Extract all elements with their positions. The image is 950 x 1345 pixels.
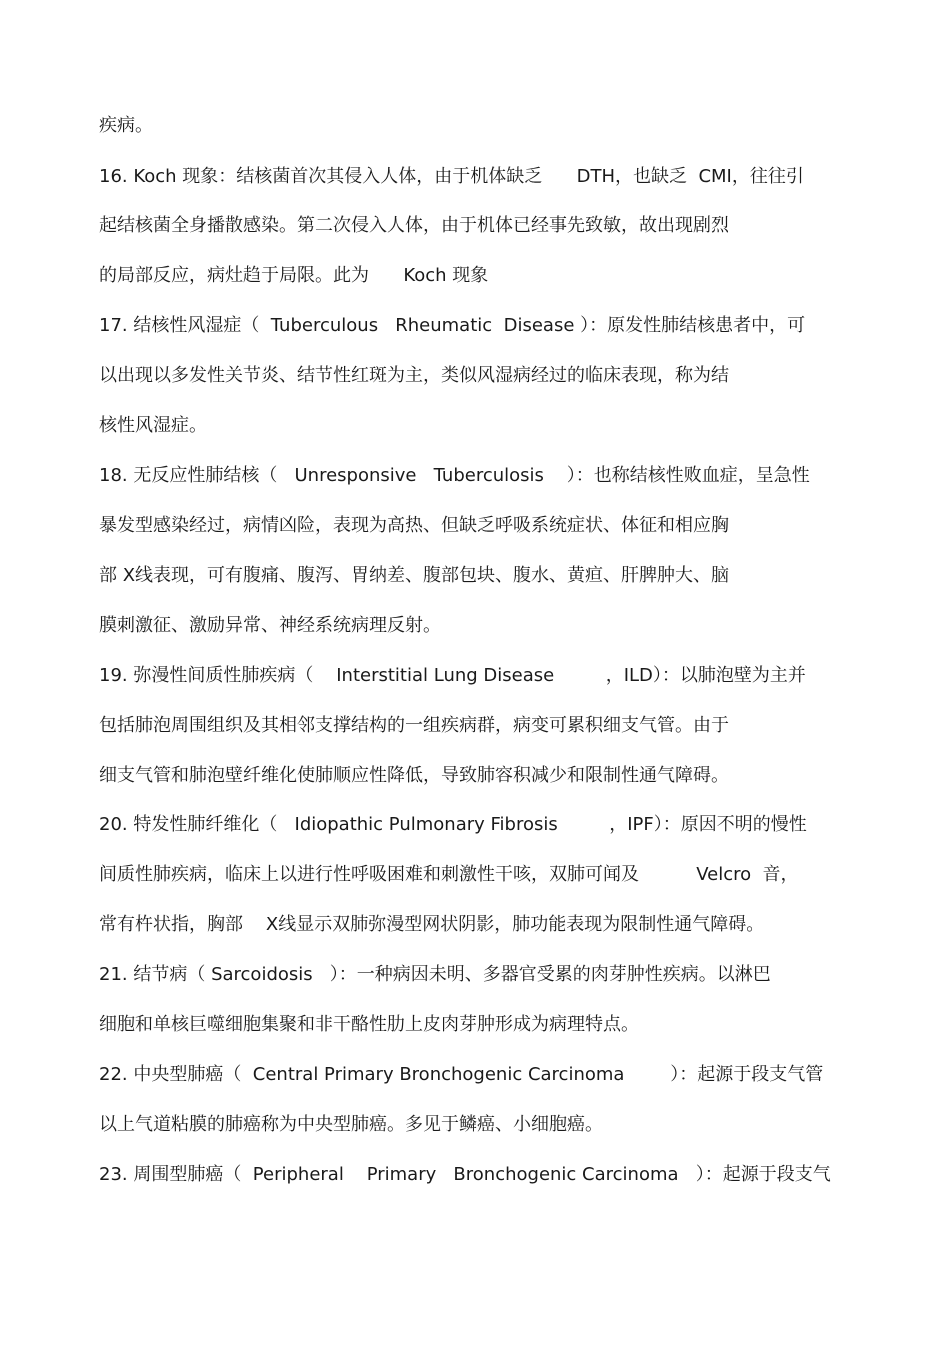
text-line: 疾病。 [99,115,153,136]
text-line: 17. 结核性风湿症（ Tuberculous Rheumatic Disease ）：原发性肺结核患者中，可 [99,315,806,336]
text-line: 包括肺泡周围组织及其相邻支撑结构的一组疾病群，病变可累积细支气管。由于 [99,715,729,736]
text-line: 膜刺激征、激励异常、神经系统病理反射。 [99,615,441,636]
text-line: 19. 弥漫性间质性肺疾病（ Interstitial Lung Disease ，ILD）：以肺泡壁为主并 [99,665,806,686]
text-line: 22. 中央型肺癌（ Central Primary Bronchogenic Carcinoma ）：起源于段支气管 [99,1064,824,1085]
text-line: 常有杵状指，胸部 X线显示双肺弥漫型网状阴影，肺功能表现为限制性通气障碍。 [99,914,765,935]
text-line: 起结核菌全身播散感染。第二次侵入人体，由于机体已经事先致敏，故出现剧烈 [99,215,729,236]
text-line: 间质性肺疾病，临床上以进行性呼吸困难和刺激性干咳，双肺可闻及 Velcro 音， [99,864,799,885]
text-line: 细胞和单核巨噬细胞集聚和非干酪性肋上皮肉芽肿形成为病理特点。 [99,1014,639,1035]
text-line: 以出现以多发性关节炎、结节性红斑为主，类似风湿病经过的临床表现，称为结 [99,365,729,386]
text-line: 细支气管和肺泡壁纤维化使肺顺应性降低，导致肺容积减少和限制性通气障碍。 [99,765,729,786]
text-line: 以上气道粘膜的肺癌称为中央型肺癌。多见于鳞癌、小细胞癌。 [99,1114,603,1135]
text-line: 暴发型感染经过，病情凶险，表现为高热、但缺乏呼吸系统症状、体征和相应胸 [99,515,729,536]
text-line: 23. 周围型肺癌（ Peripheral Primary Bronchogenic Carcinoma ）：起源于段支气 [99,1164,831,1185]
text-line: 20. 特发性肺纤维化（ Idiopathic Pulmonary Fibrosis ，IPF）：原因不明的慢性 [99,814,807,835]
text-line: 的局部反应，病灶趋于局限。此为 Koch 现象 [99,265,489,286]
text-line: 21. 结节病（ Sarcoidosis ）：一种病因未明、多器官受累的肉芽肿性疾病。以淋巴 [99,964,771,985]
text-line: 部 X线表现，可有腹痛、腹泻、胃纳差、腹部包块、腹水、黄疸、肝脾肿大、脑 [99,565,730,586]
text-line: 16. Koch 现象：结核菌首次其侵入人体，由于机体缺乏 DTH，也缺乏 CMI，往往引 [99,166,804,187]
text-line: 18. 无反应性肺结核（ Unresponsive Tuberculosis ）：也称结核性败血症，呈急性 [99,465,810,486]
text-line: 核性风湿症。 [99,415,207,436]
